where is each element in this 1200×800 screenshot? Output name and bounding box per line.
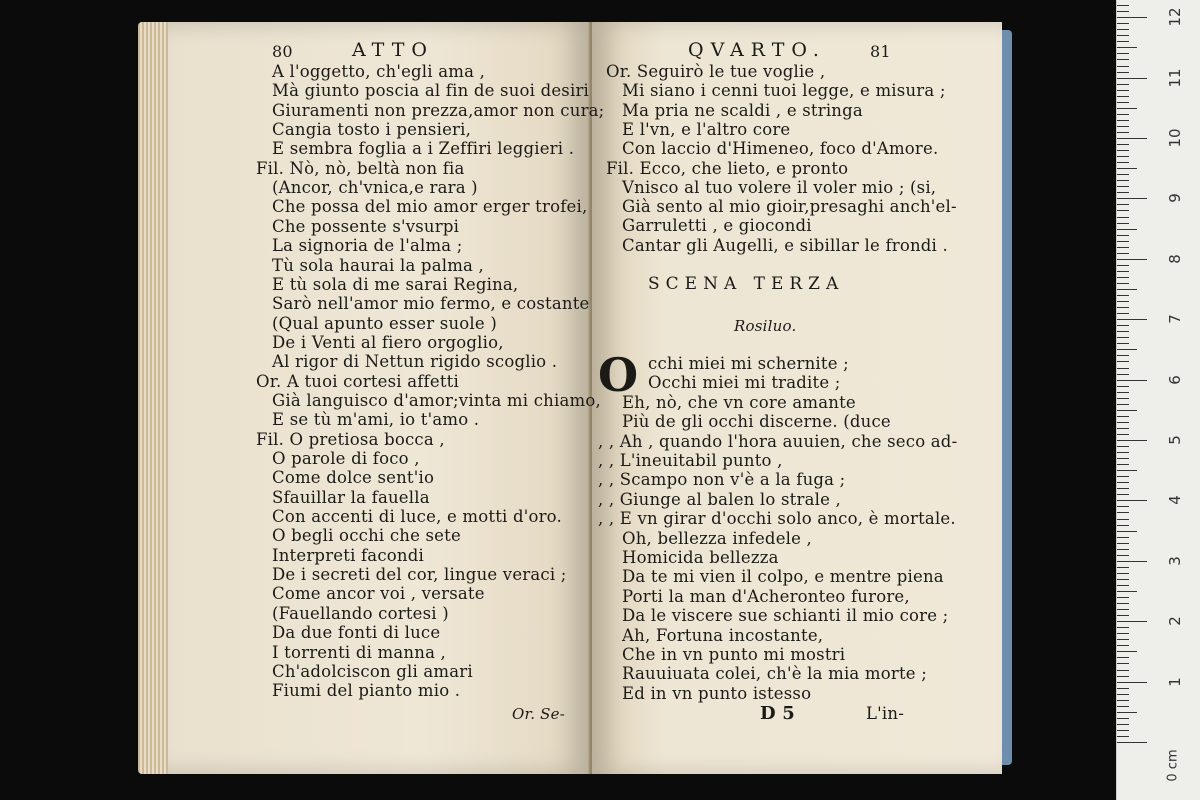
text-line: E se tù m'ami, io t'amo .: [272, 410, 480, 430]
ruler-tick: [1117, 241, 1129, 242]
ruler-tick: [1117, 694, 1129, 695]
text-line: Fil. Ecco, che lieto, e pronto: [606, 158, 849, 178]
text-line: , , Ah , quando l'hora auuien, che seco ad-: [598, 431, 958, 451]
text-line: Al rigor di Nettun rigido scoglio .: [272, 352, 558, 372]
ruler-tick: [1117, 144, 1129, 145]
measuring-ruler: [1116, 0, 1200, 800]
ruler-tick: [1117, 434, 1129, 435]
ruler-tick: [1117, 11, 1129, 12]
ruler-number: 11: [1166, 68, 1184, 88]
ruler-tick: [1117, 277, 1129, 278]
ruler-tick: [1117, 482, 1129, 483]
ruler-tick: [1117, 724, 1129, 725]
text-line: O parole di foco ,: [272, 449, 420, 468]
ruler-tick: [1117, 198, 1147, 199]
ruler-number: 1: [1166, 676, 1184, 687]
scene-title: SCENA TERZA: [648, 274, 845, 294]
ruler-tick: [1117, 361, 1129, 362]
ruler-number: 10: [1166, 128, 1184, 148]
ruler-tick: [1117, 114, 1129, 115]
text-line: I torrenti di manna ,: [272, 642, 446, 662]
ruler-tick: [1117, 283, 1129, 284]
ruler-tick: [1117, 597, 1129, 598]
text-line: E tù sola di me sarai Regina,: [272, 274, 519, 294]
ruler-tick: [1117, 663, 1129, 664]
ruler-tick: [1117, 380, 1147, 381]
ruler-tick: [1117, 229, 1137, 230]
ruler-tick: [1117, 567, 1129, 568]
ruler-tick: [1117, 688, 1129, 689]
text-line: Mi siano i cenni tuoi legge, e misura ;: [622, 81, 946, 101]
ruler-tick: [1117, 72, 1129, 73]
ruler-tick: [1117, 204, 1129, 205]
ruler-number: 4: [1166, 495, 1184, 506]
ruler-tick: [1117, 651, 1137, 652]
page-edges: [138, 22, 172, 774]
ruler-tick: [1117, 156, 1129, 157]
ruler-tick: [1117, 259, 1147, 260]
text-line: De i Venti al fiero orgoglio,: [272, 332, 504, 352]
left-page-number: 80: [272, 42, 293, 61]
ruler-tick: [1117, 180, 1129, 181]
signature-mark: D 5: [760, 703, 796, 724]
ruler-number: 9: [1166, 193, 1184, 204]
ruler-tick: [1117, 192, 1129, 193]
text-line: , , Scampo non v'è a la fuga ;: [598, 470, 846, 490]
text-line: , , E vn girar d'occhi solo anco, è mortale.: [598, 509, 956, 529]
left-catchword: Or. Se-: [512, 705, 565, 723]
ruler-tick: [1117, 108, 1137, 109]
ruler-tick: [1117, 102, 1129, 103]
ruler-tick: [1117, 603, 1129, 604]
ruler-tick: [1117, 138, 1147, 139]
ruler-tick: [1117, 670, 1129, 671]
ruler-tick: [1117, 555, 1129, 556]
text-line: (Ancor, ch'vnica,e rara ): [272, 178, 478, 198]
text-line: Vnisco al tuo volere il voler mio ; (si,: [622, 177, 937, 197]
ruler-tick: [1117, 253, 1129, 254]
ruler-tick: [1117, 506, 1129, 507]
ruler-tick: [1117, 150, 1129, 151]
text-line: Fil. Nò, nò, beltà non fia: [256, 158, 465, 178]
ruler-tick: [1117, 186, 1129, 187]
text-line: Sfauillar la fauella: [272, 487, 430, 507]
ruler-tick: [1117, 223, 1129, 224]
ruler-tick: [1117, 706, 1129, 707]
text-line: Già sento al mio gioir,presaghi anch'el-: [622, 197, 957, 217]
speaker-name: Rosiluo.: [734, 317, 797, 335]
ruler-tick: [1117, 84, 1129, 85]
text-line: Or. A tuoi cortesi affetti: [256, 371, 459, 391]
right-catchword: L'in-: [866, 704, 904, 723]
text-line: cchi miei mi schernite ;: [648, 354, 849, 373]
ruler-tick: [1117, 742, 1147, 743]
text-line: , , Giunge al balen lo strale ,: [598, 489, 841, 509]
ruler-tick: [1117, 700, 1129, 701]
ruler-tick: [1117, 561, 1147, 562]
ruler-tick: [1117, 464, 1129, 465]
text-line: Da due fonti di luce: [272, 623, 441, 643]
text-line: Tù sola haurai la palma ,: [272, 255, 484, 275]
text-line: Or. Seguirò le tue voglie ,: [606, 62, 826, 81]
ruler-number: 3: [1166, 556, 1184, 566]
text-line: Già languisco d'amor;vinta mi chiamo,: [272, 390, 601, 410]
text-line: Più de gli occhi discerne. (duce: [622, 412, 891, 432]
ruler-tick: [1117, 512, 1129, 513]
ruler-tick: [1117, 543, 1129, 544]
ruler-tick: [1117, 682, 1147, 683]
ruler-tick: [1117, 120, 1129, 121]
ruler-tick: [1117, 295, 1129, 296]
ruler-tick: [1117, 446, 1129, 447]
ruler-tick: [1117, 633, 1129, 634]
ruler-tick: [1117, 301, 1129, 302]
ruler-tick: [1117, 96, 1129, 97]
ruler-tick: [1117, 428, 1129, 429]
ruler-tick: [1117, 374, 1129, 375]
ruler-number: 5: [1166, 435, 1184, 445]
ruler-tick: [1117, 736, 1129, 737]
ruler-tick: [1117, 392, 1129, 393]
ruler-tick: [1117, 325, 1129, 326]
text-line: Ah, Fortuna incostante,: [622, 625, 824, 645]
text-line: Rauuiuata colei, ch'è la mia morte ;: [622, 664, 927, 684]
left-running-head: ATTO: [352, 39, 434, 61]
ruler-tick: [1117, 355, 1129, 356]
text-line: Cantar gli Augelli, e sibillar le frondi .: [622, 235, 948, 255]
ruler-tick: [1117, 452, 1129, 453]
ruler-unit-label: 0 cm: [1165, 749, 1181, 782]
text-line: Che possente s'vsurpi: [272, 216, 460, 236]
ruler-tick: [1117, 319, 1147, 320]
text-line: Interpreti facondi: [272, 545, 424, 565]
ruler-tick: [1117, 585, 1129, 586]
text-line: Che possa del mio amor erger trofei,: [272, 197, 588, 217]
ruler-tick: [1117, 398, 1129, 399]
text-line: Garruletti , e giocondi: [622, 216, 812, 236]
text-line: , , L'ineuitabil punto ,: [598, 451, 783, 470]
text-line: Porti la man d'Acheronteo furore,: [622, 586, 910, 606]
text-line: Eh, nò, che vn core amante: [622, 392, 856, 412]
ruler-tick: [1117, 337, 1129, 338]
ruler-tick: [1117, 470, 1137, 471]
ruler-tick: [1117, 519, 1129, 520]
ruler-tick: [1117, 476, 1129, 477]
ruler-tick: [1117, 78, 1147, 79]
ruler-tick: [1117, 174, 1129, 175]
ruler-tick: [1117, 53, 1129, 54]
ruler-tick: [1117, 35, 1129, 36]
ruler-tick: [1117, 23, 1129, 24]
text-line: Con accenti di luce, e motti d'oro.: [272, 507, 562, 527]
ruler-tick: [1117, 90, 1129, 91]
text-line: (Fauellando cortesi ): [272, 603, 449, 623]
ruler-tick: [1117, 591, 1137, 592]
text-line: De i secreti del cor, lingue veraci ;: [272, 565, 567, 585]
text-line: Cangia tosto i pensieri,: [272, 120, 472, 140]
ruler-tick: [1117, 531, 1137, 532]
ruler-tick: [1117, 609, 1129, 610]
ruler-tick: [1117, 386, 1129, 387]
text-line: Con laccio d'Himeneo, foco d'Amore.: [622, 139, 939, 159]
ruler-tick: [1117, 17, 1147, 18]
text-line: Ch'adolciscon gli amari: [272, 661, 473, 681]
ruler-tick: [1117, 66, 1129, 67]
ruler-tick: [1117, 410, 1137, 411]
ruler-tick: [1117, 343, 1129, 344]
ruler-tick: [1117, 573, 1129, 574]
ruler-tick: [1117, 639, 1129, 640]
cover-edge: [1002, 30, 1012, 765]
ruler-tick: [1117, 712, 1137, 713]
ruler-tick: [1117, 235, 1129, 236]
ruler-tick: [1117, 126, 1129, 127]
text-line: Ma pria ne scaldi , e stringa: [622, 100, 863, 120]
right-page-number: 81: [870, 42, 891, 61]
ruler-tick: [1117, 645, 1129, 646]
text-line: A l'oggetto, ch'egli ama ,: [272, 62, 486, 81]
ruler-number: 12: [1166, 7, 1184, 27]
text-line: Fil. O pretiosa bocca ,: [256, 429, 445, 449]
text-line: E sembra foglia a i Zeffiri leggieri .: [272, 139, 575, 159]
text-line: Come dolce sent'io: [272, 468, 435, 488]
text-line: Oh, bellezza infedele ,: [622, 528, 812, 548]
ruler-tick: [1117, 549, 1129, 550]
text-line: (Qual apunto esser suole ): [272, 313, 497, 333]
ruler-tick: [1117, 537, 1129, 538]
text-line: Che in vn punto mi mostri: [622, 645, 846, 664]
ruler-tick: [1117, 368, 1129, 369]
ruler-tick: [1117, 718, 1129, 719]
text-line: Fiumi del pianto mio .: [272, 681, 461, 701]
ruler-tick: [1117, 621, 1147, 622]
text-line: Da te mi vien il colpo, e mentre piena: [622, 567, 944, 587]
ruler-tick: [1117, 657, 1129, 658]
ruler-tick: [1117, 29, 1129, 30]
text-line: O begli occhi che sete: [272, 526, 461, 546]
ruler-tick: [1117, 488, 1129, 489]
ruler-tick: [1117, 458, 1129, 459]
ruler-tick: [1117, 422, 1129, 423]
text-line: Ed in vn punto istesso: [622, 683, 812, 703]
ruler-tick: [1117, 307, 1129, 308]
text-line: E l'vn, e l'altro core: [622, 119, 791, 139]
text-line: Homicida bellezza: [622, 548, 779, 567]
ruler-tick: [1117, 730, 1129, 731]
ruler-tick: [1117, 168, 1137, 169]
ruler-tick: [1117, 271, 1129, 272]
ruler-number: 7: [1166, 314, 1184, 324]
ruler-tick: [1117, 579, 1129, 580]
ruler-tick: [1117, 41, 1129, 42]
drop-cap: O: [598, 348, 639, 402]
ruler-tick: [1117, 500, 1147, 501]
ruler-tick: [1117, 5, 1129, 6]
ruler-tick: [1117, 247, 1129, 248]
ruler-tick: [1117, 525, 1129, 526]
right-running-head: QVARTO.: [688, 39, 826, 61]
text-line: Da le viscere sue schianti il mio core ;: [622, 606, 949, 626]
ruler-tick: [1117, 289, 1137, 290]
ruler-tick: [1117, 676, 1129, 677]
ruler-number: 2: [1166, 616, 1184, 626]
text-line: Sarò nell'amor mio fermo, e costante: [272, 294, 590, 314]
ruler-tick: [1117, 331, 1129, 332]
ruler-tick: [1117, 494, 1129, 495]
ruler-number: 8: [1166, 254, 1184, 264]
ruler-tick: [1117, 313, 1129, 314]
ruler-tick: [1117, 59, 1129, 60]
ruler-tick: [1117, 349, 1137, 350]
ruler-tick: [1117, 132, 1129, 133]
ruler-tick: [1117, 47, 1137, 48]
ruler-tick: [1117, 440, 1147, 441]
ruler-tick: [1117, 627, 1129, 628]
text-line: La signoria de l'alma ;: [272, 236, 463, 256]
ruler-tick: [1117, 210, 1129, 211]
ruler-tick: [1117, 615, 1129, 616]
ruler-tick: [1117, 404, 1129, 405]
ruler-tick: [1117, 265, 1129, 266]
text-line: Mà giunto poscia al fin de suoi desiri: [272, 81, 590, 101]
text-line: Giuramenti non prezza,amor non cura;: [272, 100, 605, 120]
text-line: Occhi miei mi tradite ;: [648, 373, 841, 393]
ruler-tick: [1117, 416, 1129, 417]
text-line: Come ancor voi , versate: [272, 584, 485, 604]
ruler-tick: [1117, 217, 1129, 218]
ruler-tick: [1117, 162, 1129, 163]
ruler-number: 6: [1166, 374, 1184, 385]
